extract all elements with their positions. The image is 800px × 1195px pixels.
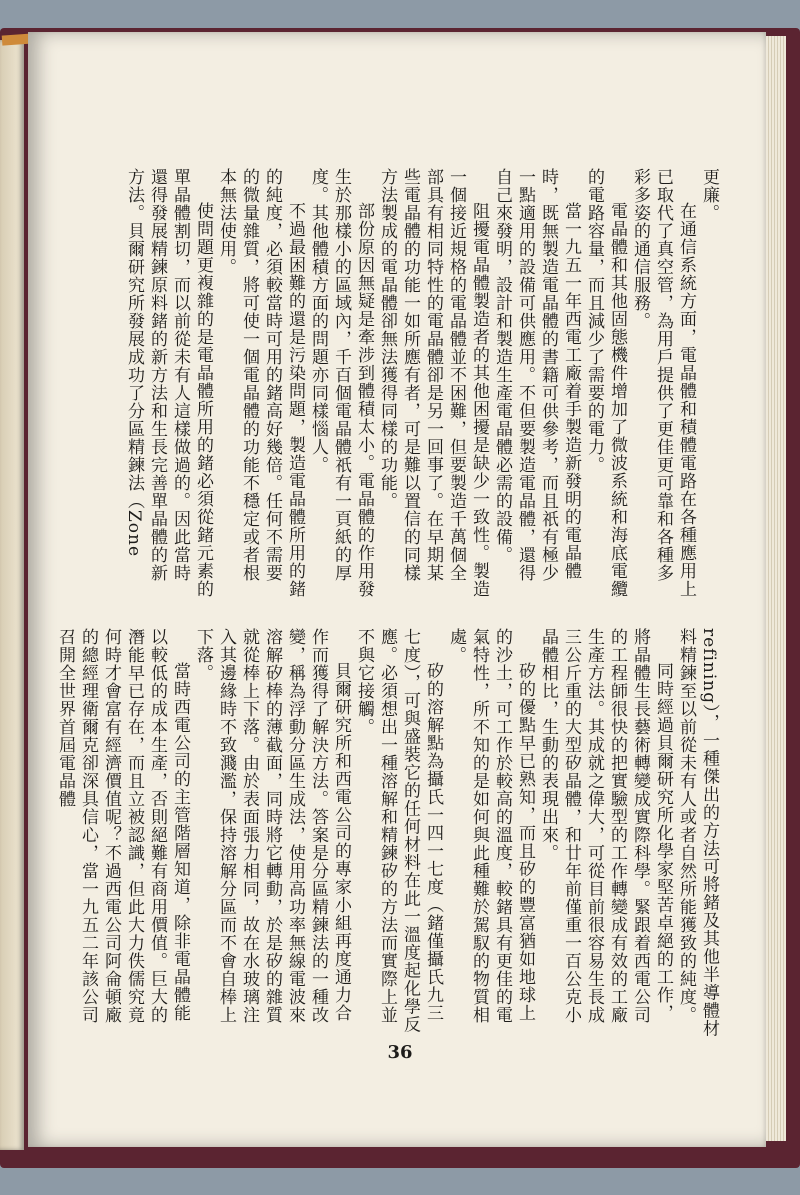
- paragraph: 矽的溶解點為攝氏一四一七度（鍺僅攝氏九三七度），可與盛裝它的任何材料在此一溫度起化學反應。必須想出一種溶解和精鍊矽的方法而實際上並不與它接觸。: [354, 628, 443, 1034]
- paragraph: 使問題更複雜的是電晶體所用的鍺必須從鍺元素的單晶體割切，而以前從未有人這樣做過的。因此當時還得發展精鍊原料鍺的新方法和生長完善單晶體的新方法。貝爾研究所發展成功了分區精鍊法（Zone: [124, 168, 213, 598]
- paragraph: refining），一種傑出的方法可將鍺及其他半導體材料精鍊至以前從未有人或者自然所能獲致的純度。: [676, 628, 719, 1038]
- paragraph: 同時經過貝爾研究所化學家堅苦卓絕的工作，將晶體生長藝術轉變成實際科學。緊跟着西電公司的工程師很快的把實驗型的工作轉變成有效的工廠生產方法。其成就之偉大，可從目前很容易生長成三公斤重的大型矽晶體，和廿年前僅重一百公克小晶體相比，生動的表現出來。: [538, 628, 673, 1024]
- paragraph: 更廉。: [699, 168, 719, 222]
- upper-text-column: [100, 168, 720, 598]
- paragraph: 部份原因無疑是牽涉到體積太小。電晶體的作用發生於那樣小的區域內，千百個電晶體祇有一頁紙的厚度。其他體積方面的問題亦同樣惱人。: [308, 168, 374, 598]
- paragraph: 矽的優點早已熟知，而且矽的豐富猶如地球上的沙土，可工作於較高的溫度，較鍺具有更佳的電氣特性，所不知的是如何與此種難於駕馭的物質相處。: [446, 628, 535, 1024]
- paragraph: 在通信系統方面，電晶體和積體電路在各種應用上已取代了真空管，為用戶提供了更佳更可靠和各種多彩多姿的通信服務。: [630, 168, 696, 598]
- paragraph: 貝爾研究所和西電公司的專家小組再度通力合作而獲得了解決方法。答案是分區精鍊法的一種改變，稱為浮動分區生成法，使用高功率無線電波來溶解矽棒的薄截面，同時將它轉動，於是矽的雜質就從棒上下落。由於表面張力相同，故在水玻璃注入其邊緣時不致濺濫，保持溶解分區而不會自棒上下落。: [193, 628, 351, 1024]
- left-page-edge: [0, 40, 24, 1150]
- paragraph: 當一九五一年西電工廠着手製造新發明的電晶體時，既無製造電晶體的書籍可供參考，而且祇有極少一點適用的設備可供應用。不但要製造電晶體，還得自己來發明，設計和製造生產電晶體必需的設備。: [492, 168, 581, 582]
- page-stack-edge: [766, 36, 786, 1141]
- paragraph: 電晶體和其他固態機件增加了微波系統和海底電纜的電路容量，而且減少了需要的電力。: [584, 168, 627, 598]
- paragraph: 不過最困難的還是污染問題，製造電晶體所用的鍺的純度，必須較當時可用的鍺高好幾倍。任何不需要的微量雜質，將可使一個電晶體的功能不穩定或者根本無法使用。: [216, 168, 305, 598]
- paragraph: 阻擾電晶體製造者的其他困擾是缺少一致性。製造一個接近規格的電晶體並不困難，但要製造千萬個全部具有相同特性的電晶體卻是另一回事了。在早期某些電晶體的功能一如所應有者，可是難以置信的同樣方法製成的電晶體卻無法獲得同樣的功能。: [377, 168, 489, 598]
- lower-text-column: [55, 628, 720, 1038]
- page-number: 36: [387, 1042, 413, 1063]
- paragraph: 當時西電公司的主管階層知道，除非電晶體能以較低的成本生產，否則絕難有商用價值。巨大的潛能早已存在，而且立被認識，但此大力佚儒究竟何時才會富有經濟價值呢？不過西電公司阿侖頓廠的總經理衛爾克卻深具信心，當一九五二年該公司召開全世界首屆電晶體: [55, 628, 190, 1024]
